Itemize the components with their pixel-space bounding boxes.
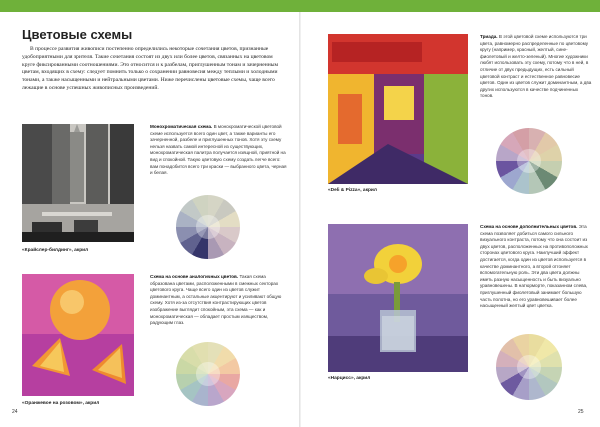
caption-orange: «Оранжевое на розовом», акрил	[22, 401, 100, 406]
caption-narcissus: «Нарцисс», акрил	[328, 376, 371, 381]
mono-heading: Монохроматическая схема.	[150, 124, 213, 129]
compl-body: Эта схема позволяет добиться самого сильного визуального контраста, потому что она состоит из двух цветов, расположенных на противоположных сторонах цветового круга. Наилучший эффект достигается, когда один из цветов используется в качестве доминантного, а второй отгоняет вспомогательную роль. Эти два цвета должны иметь разную насыщенность и быть визуально уравновешены. В натюрморте, показанном слева, приглушенный фиолетовый занимает большую часть полотна, но его уравновешивает более насыщенный желтый цвет цветка.	[480, 224, 588, 309]
compl-scheme-text	[480, 224, 592, 310]
page-number-right: 25	[578, 409, 584, 415]
painting-chrysler-building	[22, 124, 134, 242]
mono-scheme-text	[150, 124, 288, 177]
mono-color-wheel	[176, 195, 240, 259]
right-page	[300, 12, 600, 427]
painting-orange-on-pink	[22, 274, 134, 396]
book-spread	[0, 12, 600, 427]
analog-scheme-text	[150, 274, 288, 327]
left-page	[0, 12, 300, 427]
analog-color-wheel	[176, 342, 240, 406]
painting-deli-pizza	[328, 34, 468, 184]
analog-heading: Схема на основе аналогичных цветов.	[150, 274, 239, 279]
intro-paragraph: В процессе развития живописи постепенно определились некоторые сочетания цветов, признанные удобоприятными для зрителя. Такие сочетания состоят из двух или более цветов, связанных на цветовом круге фиксированными соотношениями. Это относится и к разбелам, приглушенным тонам и зачерненным цветам, входящих в схему: следует помнить только о сохранении равновесия между теплыми и холодными тонами, а также насыщенными и нейтральными цветами. Ниже перечислены цветовые схемы, чаще всего лежащие в основе успешных живописных произведений.	[22, 46, 279, 91]
caption-deli: «Deli & Pizza», акрил	[328, 188, 377, 193]
mono-body: В монохроматической цветовой схеме используется всего один цвет, а также варианты его зачерненной, разбеле и приглушенных тонов. Хотя эту схему нельзя назвать самой интересной из существующих, монохроматическая палитра получается изящной, приятной на вид и спокойной. Такую цветовую схему создать легче всего: вам понадобится всего три краски — выбранного цвета, черная и белая.	[150, 124, 287, 176]
painting-narcissus	[328, 224, 468, 372]
compl-heading: Схема на основе дополнительных цветов.	[480, 224, 578, 229]
triad-body: В этой цветовой схеме используются три цвета, равномерно распределенные по цветовому кругу (например, красный, желтый, сине-фиолетовый и желто-зеленый). Многие художники любят использовать эту схему, потому что в ней, в отличие от двух предыдущих, есть сильный цветовой контраст и естественное равновесие цветов. Один из цветов служит доминантным, а два других используются в качестве подчиненных тонов.	[480, 34, 592, 99]
page-title: Цветовые схемы	[22, 27, 133, 42]
caption-chrysler: «Крайслер-билдинг», акрил	[22, 248, 89, 253]
triad-heading: Триада.	[480, 34, 498, 39]
triad-color-wheel	[496, 128, 562, 194]
triad-scheme-text	[480, 34, 592, 100]
page-number-left: 24	[12, 409, 18, 415]
analog-body: Такая схема образована цветами, расположенными в смежных секторах цветового круга. Чаще всего один из цветов служит доминантным, а остальные акцентируют и усиливают общую схему. Хотя из-за отсутствия контрастирующих цветов изображение выглядит спокойным, эта схема — как и монохроматическая — обладает простым изяществом, радующим глаз.	[150, 274, 282, 326]
complementary-color-wheel	[496, 334, 562, 400]
